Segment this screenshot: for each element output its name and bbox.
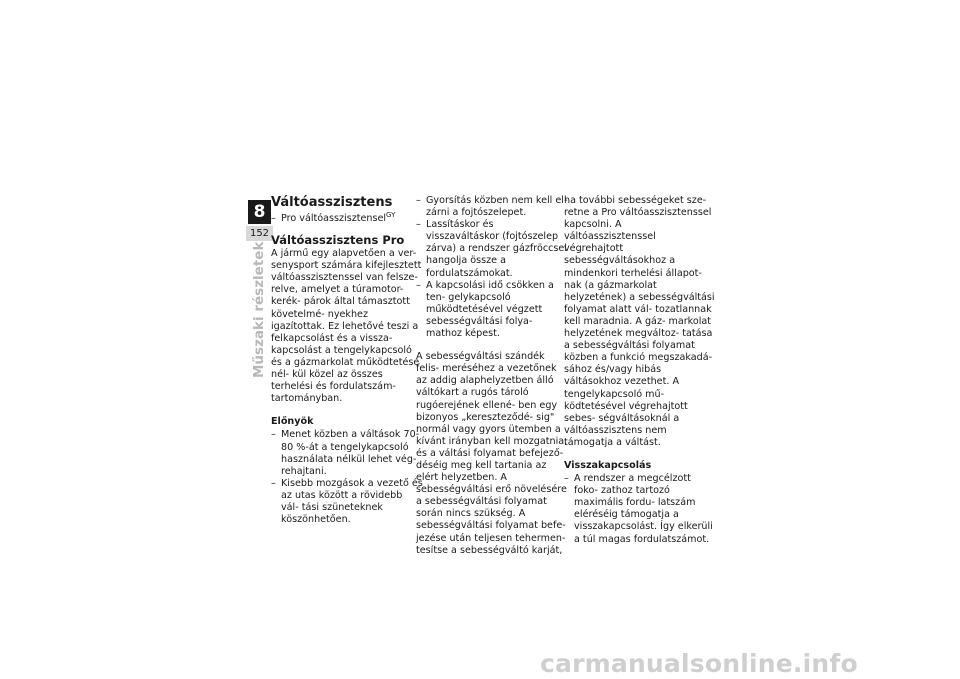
page-title: Váltóasszisztens	[271, 195, 393, 210]
advantages-list-continued	[416, 195, 568, 340]
downshift-heading: Visszakapcsolás	[564, 459, 652, 471]
advantages-list	[271, 429, 423, 526]
list-item	[271, 210, 423, 225]
list-item: – Kisebb mozgások a vezető és az utas között a rövidebb vál- tási szüneteknek köszönhetően.	[271, 478, 423, 526]
advantages-heading: Előnyök	[271, 416, 314, 428]
chapter-number-badge: 8	[248, 200, 271, 224]
section-subtitle: Váltóasszisztens Pro	[271, 233, 405, 248]
list-item: – A rendszer a megcélzott foko- zathoz tartozó maximális fordu- latszám eléréséig támogatja a visszakapcsolást. Így elkerüli a túl magas fordulatszámot.	[564, 473, 716, 546]
list-item: – Menet közben a váltások 70- 80 %-át a tengelykapcsoló használata nélkül lehet vég- rehajtani.	[271, 429, 423, 477]
section-side-title: Műszaki részletek	[251, 241, 267, 378]
shift-continuation-paragraph: ha további sebességeket sze- retne a Pro váltóasszisztenssel kapcsolni. A váltóasszisztenssel végrehajtott sebességváltásokhoz a mindenkori terhelési állapot- nak (a gázmarkolat helyzetének) a sebességváltási folyamat alatt vál- tozatlannak kell maradnia. A gáz- markolat helyzetének megváltoz- tatása a sebességváltási folyamat közben a funkció megszakadá- sához és/vagy hibás váltásokhoz vezethet. A tengelykapcsoló mű- ködtetésével végrehajtott sebes- ségváltásoknál a váltóasszisztens nem támogatja a váltást.	[564, 195, 715, 448]
text-column-1	[271, 195, 423, 537]
shift-intent-paragraph: A sebességváltási szándék felis- meréséhez a vezetőnek az addig alaphelyzetben álló váltókart a rugós tároló rugóerejének ellené- ben egy bizonyos „kereszteződé- sig" normál vagy gyors ütemben a kívánt irányban kell mozgatnia, és a váltási folyamat befejező- déséig meg kell tartania az elért helyzetben. A sebességváltási erő növelésére a sebességváltási folyamat során nincs szükség. A sebességváltási folyamat befe- jezése után teljesen tehermen- tesítse a sebességváltó karját,	[416, 351, 568, 556]
intro-paragraph: A jármű egy alapvetően a ver- senysport számára kifejlesztett váltóasszisztenssel van felsze- relve, amelyet a túramotor-kerék- párok által támasztott követelmé- nyekhez igazítottak. Ez lehetővé teszi a felkapcsolást és a vissza- kapcsolást a tengelykapcsoló és a gázmarkolat működtetése nél- kül közel az összes terhelési és fordulatszám-tartományban.	[271, 248, 422, 405]
downshift-list	[564, 473, 716, 546]
text-column-3	[564, 195, 716, 557]
list-item-text: Pro váltóasszisztensel	[281, 213, 387, 224]
list-item: – Lassításkor és visszaváltáskor (fojtószelep zárva) a rendszer gázfröccsel hangolja össze a fordulatszámokat.	[416, 219, 568, 279]
title-bullet-list	[271, 210, 423, 225]
page-number: 152	[246, 226, 273, 241]
list-item: – Gyorsítás közben nem kell el- zárni a fojtószelepet.	[416, 195, 568, 219]
text-column-2	[416, 195, 568, 568]
list-item: – A kapcsolási idő csökken a ten- gelykapcsoló működtetésével végzett sebességváltási folya- mathoz képest.	[416, 280, 568, 340]
equipment-superscript: GY	[386, 210, 396, 219]
watermark-text: carmanualsonline.info	[540, 649, 858, 678]
